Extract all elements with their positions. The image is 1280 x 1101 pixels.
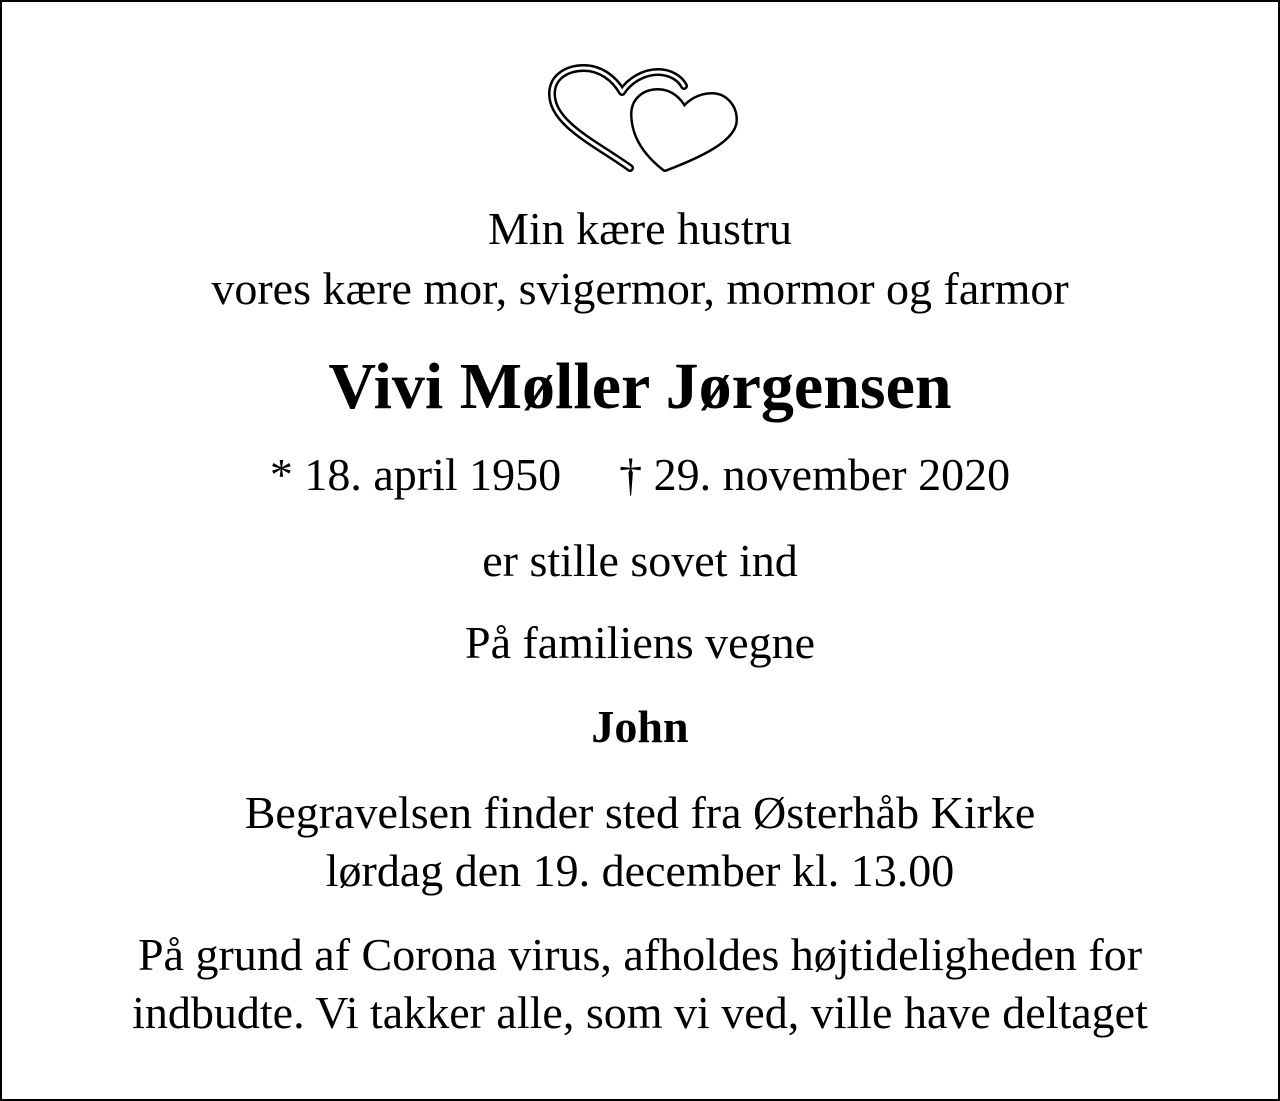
intro-line-2: vores kære mor, svigermor, mormor og farmor (211, 263, 1069, 314)
death-date: † 29. november 2020 (619, 449, 1011, 500)
funeral-line-2: lørdag den 19. december kl. 13.00 (325, 845, 955, 896)
intro-line-1: Min kære hustru (487, 203, 793, 254)
corona-line-2: indbudte. Vi takker alle, som vi ved, ville have deltaget (132, 987, 1148, 1038)
on-behalf-line: På familiens vegne (464, 617, 815, 668)
life-dates (2, 449, 1278, 500)
signer-name: John (591, 701, 689, 752)
double-hearts-icon (542, 64, 742, 174)
deceased-name: Vivi Møller Jørgensen (328, 350, 952, 423)
corona-line-1: På grund af Corona virus, afholdes højtideligheden for (137, 929, 1143, 980)
funeral-line-1: Begravelsen finder sted fra Østerhåb Kirke (244, 787, 1036, 838)
birth-date: * 18. april 1950 (269, 449, 562, 500)
passing-message: er stille sovet ind (482, 535, 798, 586)
